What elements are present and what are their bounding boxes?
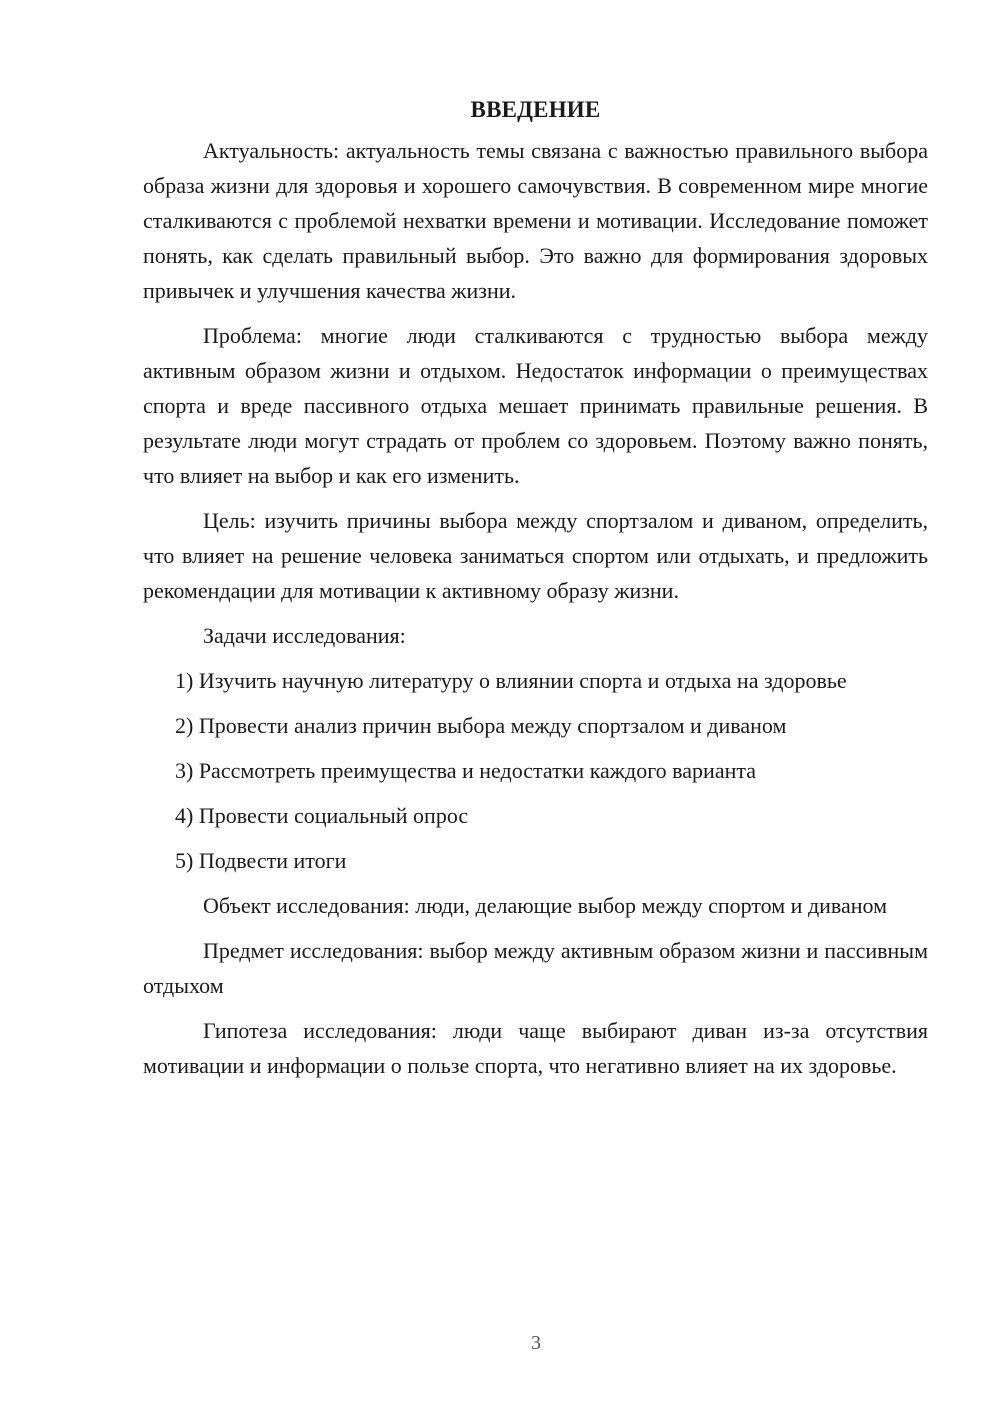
task-list [143,663,928,878]
task-item: 2) Провести анализ причин выбора между спортзалом и диваном [175,713,787,738]
paragraph-object: Объект исследования: люди, делающие выбор между спортом и диваном [203,893,888,918]
paragraph-goal: Цель: изучить причины выбора между спортзалом и диваном, определить, что влияет на решение человека заниматься спортом или отдыхать, и предложить рекомендации для мотивации к активному образу жизни. [143,508,928,603]
section-heading: ВВЕДЕНИЕ [470,97,601,122]
paragraph-hypothesis: Гипотеза исследования: люди чаще выбирают диван из-за отсутствия мотивации и информации о пользе спорта, что негативно влияет на их здоровье. [143,1018,928,1078]
page-number: 3 [531,1332,541,1354]
task-item: 3) Рассмотреть преимущества и недостатки каждого варианта [175,758,757,783]
paragraph-relevance: Актуальность: актуальность темы связана с важностью правильного выбора образа жизни для здоровья и хорошего самочувствия. В современном мире многие сталкиваются с проблемой нехватки времени и мотивации. Исследование поможет понять, как сделать правильный выбор. Это важно для формирования здоровых привычек и улучшения качества жизни. [143,138,928,303]
paragraph-tasks-intro: Задачи исследования: [203,623,406,648]
document-page [143,92,928,1093]
paragraph-problem: Проблема: многие люди сталкиваются с трудностью выбора между активным образом жизни и отдыхом. Недостаток информации о преимуществах спорта и вреде пассивного отдыха мешает принимать правильные решения. В результате люди могут страдать от проблем со здоровьем. Поэтому важно понять, что влияет на выбор и как его изменить. [143,323,928,488]
task-item: 5) Подвести итоги [175,848,347,873]
paragraph-subject: Предмет исследования: выбор между активным образом жизни и пассивным отдыхом [143,938,928,998]
task-item: 1) Изучить научную литературу о влиянии спорта и отдыха на здоровье [175,668,847,693]
task-item: 4) Провести социальный опрос [175,803,469,828]
